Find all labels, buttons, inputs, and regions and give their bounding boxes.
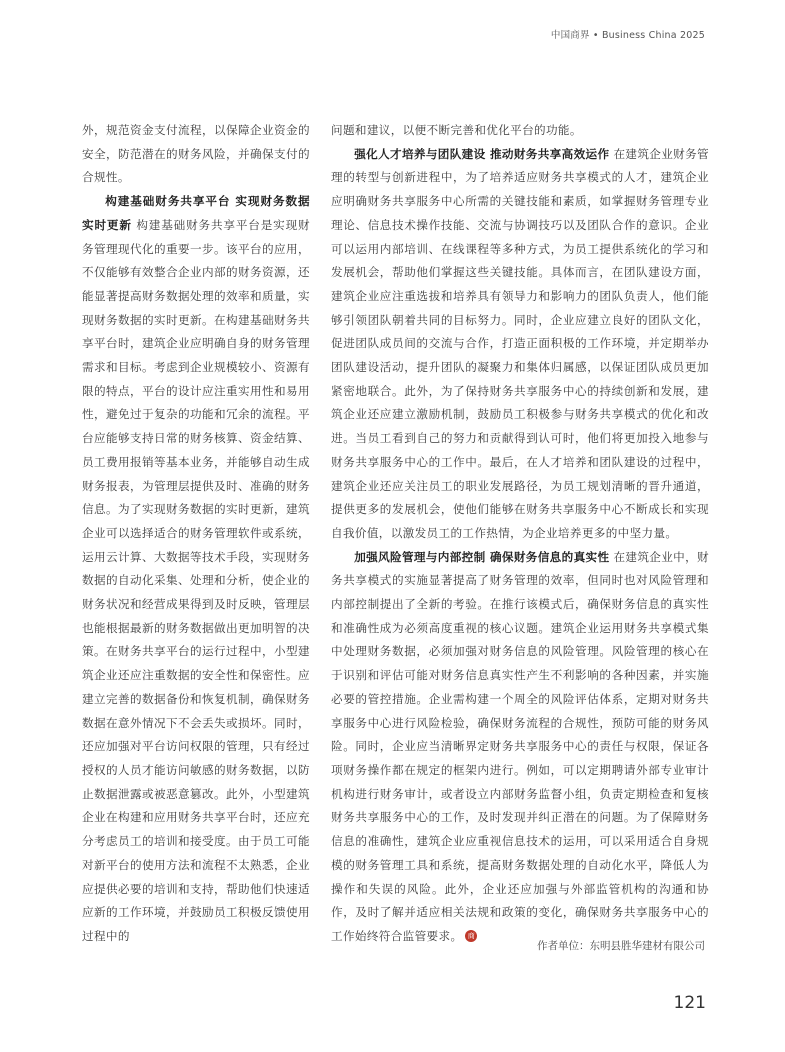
section-heading-platform: 构建基础财务共享平台 实现财务数据实时更新 bbox=[82, 194, 310, 232]
paragraph-continuation: 外，规范资金支付流程，以保障企业资金的安全，防范潜在的财务风险，并确保支付的合规性。 bbox=[82, 123, 310, 185]
paragraph-platform bbox=[82, 190, 310, 949]
paragraph-talent-body: 在建筑企业财务管理的转型与创新进程中，为了培养适应财务共享模式的人才，建筑企业应明确财务共享服务中心所需的关键技能和素质，如掌握财务管理专业理论、信息技术操作技能、交流与协调技巧以及团队合作的意识。企业可以运用内部培训、在线课程等多种方式，为员工提供系统化的学习和发展机会，帮助他们掌握这些关键技能。具体而言，在团队建设方面，建筑企业应注重选拔和培养具有领导力和影响力的团队负责人，他们能够引领团队朝着共同的目标努力。同时，企业应建立良好的团队文化，促进团队成员间的交流与合作，打造正面积极的工作环境，并定期举办团队建设活动，提升团队的凝聚力和集体归属感，以保证团队成员更加紧密地联合。此外，为了保持财务共享服务中心的持续创新和发展，建筑企业还应建立激励机制，鼓励员工积极参与财务共享模式的优化和改进。当员工看到自己的努力和贡献得到认可时，他们将更加投入地参与财务共享服务中心的工作中。最后，在人才培养和团队建设的过程中，建筑企业还应关注员工的职业发展路径，为员工规划清晰的晋升通道，提供更多的发展机会，使他们能够在财务共享服务中心不断成长和实现自我价值，以激发员工的工作热情，为企业培养更多的中坚力量。 bbox=[331, 146, 710, 540]
running-head: 中国商界 • Business China 2025 bbox=[550, 30, 705, 41]
section-heading-talent: 强化人才培养与团队建设 推动财务共享高效运作 bbox=[354, 146, 610, 161]
paragraph-talent bbox=[331, 143, 709, 546]
author-affiliation: 作者单位：东明县胜华建材有限公司 bbox=[537, 940, 705, 952]
paragraph-platform-body: 构建基础财务共享平台是实现财务管理现代化的重要一步。该平台的应用，不仅能够有效整合企业内部的财务资源，还能显著提高财务数据处理的效率和质量，实现财务数据的实时更新。在构建基础财务共享平台时，建筑企业应明确自身的财务管理需求和目标。考虑到企业规模较小、资源有限的特点，平台的设计应注重实用性和易用性，避免过于复杂的功能和冗余的流程。平台应能够支持日常的财务核算、资金结算、员工费用报销等基本业务，并能够自动生成财务报表，为管理层提供及时、准确的财务信息。为了实现财务数据的实时更新，建筑企业可以选择适合的财务管理软件或系统，运用云计算、大数据等技术手段，实现财务数据的自动化采集、处理和分析，使企业的财务状况和经营成果得到及时反映，管理层也能根据最新的财务数据做出更加明智的决策。在财务共享平台的运行过程中，小型建筑企业还应注重数据的安全性和保密性。应建立完善的数据备份和恢复机制，确保财务数据在意外情况下不会丢失或损坏。同时，还应加强对平台访问权限的管理，只有经过授权的人员才能访问敏感的财务数据，以防止数据泄露或被恶意篡改。此外，小型建筑企业在构建和应用财务共享平台时，还应充分考虑员工的培训和接受度。由于员工可能对新平台的使用方法和流程不太熟悉，企业应提供必要的培训和支持，帮助他们快速适应新的工作环境，并鼓励员工积极反馈使用过程中的 bbox=[82, 217, 310, 943]
section-heading-risk: 加强风险管理与内部控制 确保财务信息的真实性 bbox=[354, 549, 610, 564]
paragraph-risk bbox=[331, 546, 709, 949]
paragraph-continuation-right: 问题和建议，以便不断完善和优化平台的功能。 bbox=[331, 123, 582, 137]
page-number: 121 bbox=[673, 993, 706, 1013]
paragraph-risk-body: 在建筑企业中，财务共享模式的实施显著提高了财务管理的效率，但同时也对风险管理和内部控制提出了全新的考验。在推行该模式后，确保财务信息的真实性和准确性成为必须高度重视的核心议题。建筑企业运用财务共享模式集中处理财务数据，必须加强对财务信息的风险管理。风险管理的核心在于识别和评估可能对财务信息真实性产生不利影响的各种因素，并实施必要的管控措施。企业需构建一个周全的风险评估体系，定期对财务共享服务中心进行风险检验，确保财务流程的合规性，预防可能的财务风险。同时，企业应当清晰界定财务共享服务中心的责任与权限，保证各项财务操作都在规定的框架内进行。例如，可以定期聘请外部专业审计机构进行财务审计，或者设立内部财务监督小组，负责定期检查和复核财务共享服务中心的工作，及时发现并纠正潜在的问题。为了保障财务信息的准确性，建筑企业应重视信息技术的运用，可以采用适合自身规模的财务管理工具和系统，提高财务数据处理的自动化水平，降低人为操作和失误的风险。此外，企业还应加强与外部监管机构的沟通和协作，及时了解并适应相关法规和政策的变化，确保财务共享服务中心的工作始终符合监管要求。 bbox=[331, 549, 710, 943]
right-column bbox=[331, 119, 709, 949]
left-column bbox=[82, 119, 310, 949]
end-mark-icon: 商 bbox=[465, 930, 477, 942]
